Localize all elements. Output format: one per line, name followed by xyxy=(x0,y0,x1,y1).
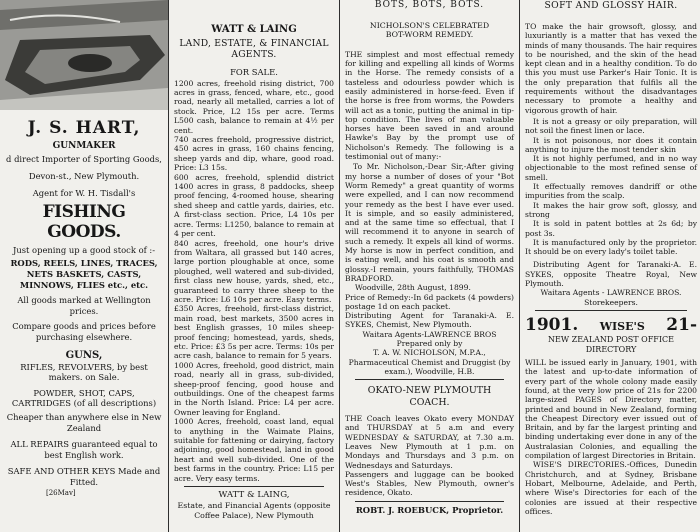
coach-title: OKATO-NEW PLYMOUTH COACH. xyxy=(367,385,492,408)
nicholson-header: BOTS, BOTS, BOTS. xyxy=(374,0,485,10)
wise-body: WILL be issued early in January, 1901, with the latest and up-to-date information of every part of the whole colony made easily found, at the very low price of 21s for 2200 large-sized PAGES of Directory matter, printed and bound in New Zealand, forming the Cheapest Directory ever issued out of Britain, and by far the largest printing and binding undertaking ever done in any of the Australasian Colonies, and equalling the compilation of largest Directories in Britain. xyxy=(525,358,697,461)
nicholson-title: NICHOLSON'S CELEBRATED BOT-WORM REMEDY. xyxy=(369,21,490,40)
wise-year: 1901. xyxy=(525,314,579,335)
divider xyxy=(355,379,504,380)
hair-claims xyxy=(525,117,697,256)
hart-rifles: RIFLES, REVOLVERS, by best makers. on Sale. xyxy=(20,361,148,383)
wise-name: WISE'S xyxy=(599,319,645,333)
hart-name: J. S. HART, xyxy=(27,118,141,138)
coach-body: THE Coach leaves Okato every MONDAY and THURSDAY at 5 a.m and every WEDNESDAY & SATURDAY, at 7.30 a.m. Leaves New Plymouth at 1 p.m. on Mondays and Thursdays and 3 p.m. on Wednesdays and Saturdays. xyxy=(345,414,514,470)
nicholson-price: Price of Remedy:-In 6d packets (4 powders) postage 1d on each packet. xyxy=(345,292,514,311)
claim-item: It is not a greasy or oily preparation, will not soil the finest linen or lace. xyxy=(525,116,697,136)
coach-footer: ROBT. J. ROEBUCK, Proprietor. xyxy=(355,504,504,515)
divider xyxy=(355,501,504,502)
claim-item: It is not highly perfumed, and in no way objectionable to the most refined sense of smell. xyxy=(525,154,697,182)
nicholson-date: Woodville, 28th August, 1899. xyxy=(355,283,471,293)
nicholson-testimonial: To Mr. Nicholson,-Dear Sir,-After giving my horse a number of doses of your "Bot Worm Remedy" a great quantity of worms were expelled, and I can now recommend your remedy as the best I have ever used. It is simple, and so easily administered, and at the same time so effectual, that I will recommend it to anyone in search of such a remedy. It expels all kind of worms. My horse is now in perfect condition, and is eating well, and his coat is smooth and glossy.-I remain, yours faithfully, THOMAS BRADFORD. xyxy=(345,162,514,283)
hair-title: SOFT AND GLOSSY HAIR. xyxy=(544,0,678,11)
wise-offices: WISE'S DIRECTORIES.-Offices, Dunedin Christchurch, and at Sydney, Brisbane Hobart, Melbourne, Adelaide, and Perth, where Wise's Directories for each of the colonies are issued at their respective offices. xyxy=(525,460,697,516)
nicholson-prepared: Prepared only by xyxy=(396,339,463,349)
hart-guns-heading: GUNS, xyxy=(65,349,103,361)
shotgun-illustration xyxy=(0,0,168,110)
nicholson-body: THE simplest and most effectual remedy for killing and expelling all kinds of Worms in the Horse. The remedy consists of a tasteless and odourless powder which is easily administered in horse-feed. Even if the horse is free from worms, the Powders will act as a tonic, putting the animal in tip-top condition. The lives of man valuable horses have been saved in and around Hawke's Bay by the prompt use of Nicholson's Remedy. The following is a testimonial out of many:- xyxy=(345,49,514,162)
hart-trade: GUNMAKER xyxy=(52,141,116,151)
listing-item: 1200 acres, freehold rising district, 700 acres in grass, fenced, whare, etc., good road, nearly all metalled, carries a lot of stock. Price, L2 15s per acre. Terms L500 cash, balance to remain at 4½ per cent. xyxy=(174,78,334,135)
hart-keys: SAFE AND OTHER KEYS Made and Fitted. xyxy=(7,466,161,487)
listing-item: 600 acres, freehold, splendid district 1400 acres in grass, 8 paddocks, sheep proof fencing, 4-roomed house, shearing shed sheep and cattle yards, dairies, etc. A first-class section. Price, L4 10s per acre. Terms: L1250, balance to remain at 4 per cent. xyxy=(174,172,334,239)
nicholson-maker: T. A. W. NICHOLSON, M.P.A., Pharmaceutical Chemist and Druggist (by exam.), Woodville, H.B. xyxy=(348,348,511,376)
hart-compare: Compare goods and prices before purchasing elsewhere. xyxy=(12,321,156,342)
hair-body: TO make the hair growsoft, glossy, and luxuriantly is a matter that has vexed the minds of many thousands. The hair requires to be nourished, and the skin of the head kept clean and in a healthy condition. To do this you must use Parker's Hair Tonic. It is the only preparation that fulfils all the requirements without the disadvantages necessary to promote a healthy and vigorous growth of hair. xyxy=(525,22,697,115)
hart-opened: Just opening up a good stock of :- xyxy=(12,244,156,255)
divider xyxy=(535,310,687,311)
listing-item: £350 Acres, freehold, first-class district, main road, best markets, 3500 acres in best English grasses, 10 miles sheep-proof fencing; homestead, yards, sheds, etc. Price: £3 5s per acre. Terms: 10s per acre cash, balance to remain for 5 years. xyxy=(174,304,334,361)
watt-title: WATT & LAING xyxy=(211,24,297,35)
wise-title: NEW ZEALAND POST OFFICE DIRECTORY xyxy=(548,334,674,354)
hart-marked: All goods marked at Wellington prices. xyxy=(17,295,151,316)
listing-item: 1000 Acres, freehold, good district, main road, nearly all in grass, sub-divided, sheep-proof fencing, good house and outbuildings. One of the cheapest farms in the North Island. Price: L4 per acre. Owner leaving for England. xyxy=(174,360,334,417)
coach-parcels: Passengers and luggage can be booked West's Stables, New Plymouth, owner's residence, Okato. xyxy=(345,469,514,498)
claim-item: It is not poisonous, nor does it contain anything to injure the most tender skin xyxy=(525,135,697,154)
wise-header xyxy=(525,315,697,335)
listing-item: 1000 Acres, freehold, coast land, equal to anything in the Waimate Plains, suitable for fattening or dairying, factory adjoining, good homestead, land in good heart and well sub-divided. One of the best farms in the country. Price: L15 per acre. Very easy terms. xyxy=(174,417,334,483)
listing-item: 840 acres, freehold, one hour's drive from Waltara, all grassed but 140 acres, large portion ploughable at once, some ploughed, well watered and sub-divided, first class new house, yards, shed, etc., guaranteed to carry three sheep to the acre. Price: L6 10s per acre. Easy terms. xyxy=(174,238,334,304)
watt-subtitle: LAND, ESTATE, & FINANCIAL AGENTS. xyxy=(179,38,329,60)
watt-listings xyxy=(174,79,334,483)
hart-advertisement xyxy=(0,0,168,532)
claim-item: It is sold in patent bottles at 2s 6d; by post 3s. xyxy=(525,219,697,238)
claim-item: It effectually removes dandriff or othe impurities from the scalp. xyxy=(525,182,697,201)
column-rule xyxy=(168,0,169,532)
hart-goods-list: RODS, REELS, LINES, TRACES, NETS BASKETS, CASTS, MINNOWS, FLIES etc., etc. xyxy=(10,258,158,290)
hart-fishing-heading: FISHING GOODS. xyxy=(42,201,126,242)
hair-advertisement xyxy=(522,0,700,532)
hart-address: Devon-st., New Plymouth. xyxy=(28,170,140,181)
hart-powder: POWDER, SHOT, CAPS, CARTRIDGES (of all descriptions) xyxy=(11,387,157,409)
watt-signature-lines: Estate, and Financial Agents (opposite Coffee Palace), New Plymouth xyxy=(177,501,331,520)
hart-cheaper: Cheaper than anywhere else in New Zealand xyxy=(6,411,162,433)
watt-laing-advertisement xyxy=(171,0,337,532)
column-rule xyxy=(519,0,520,532)
wise-edition: 21- xyxy=(666,314,697,335)
nicholson-waitara: Waitara Agents-LAWRENCE BROS xyxy=(362,329,497,339)
hart-repairs: ALL REPAIRS guaranteed equal to best English work. xyxy=(10,439,158,460)
nicholson-advertisement xyxy=(342,0,517,532)
divider xyxy=(184,486,324,487)
nicholson-agent: Distributing Agent for Taranaki-A. E. SYKES, Chemist, New Plymouth. xyxy=(345,311,514,330)
claim-item: It makes the hair grow soft, glossy, and strong xyxy=(525,200,697,219)
column-rule xyxy=(339,0,340,532)
listing-item: 740 acres freehold, progressive district, 450 acres in grass, 160 chains fencing, sheep yards and dip, whare, good road. Price: L3 15s. xyxy=(174,135,334,173)
watt-signature-name: WATT & LAING, xyxy=(218,490,290,501)
claim-item: It is manufactured only by the proprietor. It should be on every lady's toilet table. xyxy=(525,237,697,257)
hair-waitara: Waitara Agents - LAWRENCE BROS. Storekeepers. xyxy=(540,288,682,307)
hart-agent: Agent for W. H. Tisdall's xyxy=(32,188,136,199)
hair-agent: Distributing Agent for Taranaki-A. E. SYKES, opposite Theatre Royal, New Plymouth. xyxy=(525,260,697,289)
hart-intro: d direct Importer of Sporting Goods, xyxy=(6,154,162,164)
watt-for-sale: FOR SALE. xyxy=(230,67,278,77)
hart-footer: [26Mav] xyxy=(46,489,76,498)
